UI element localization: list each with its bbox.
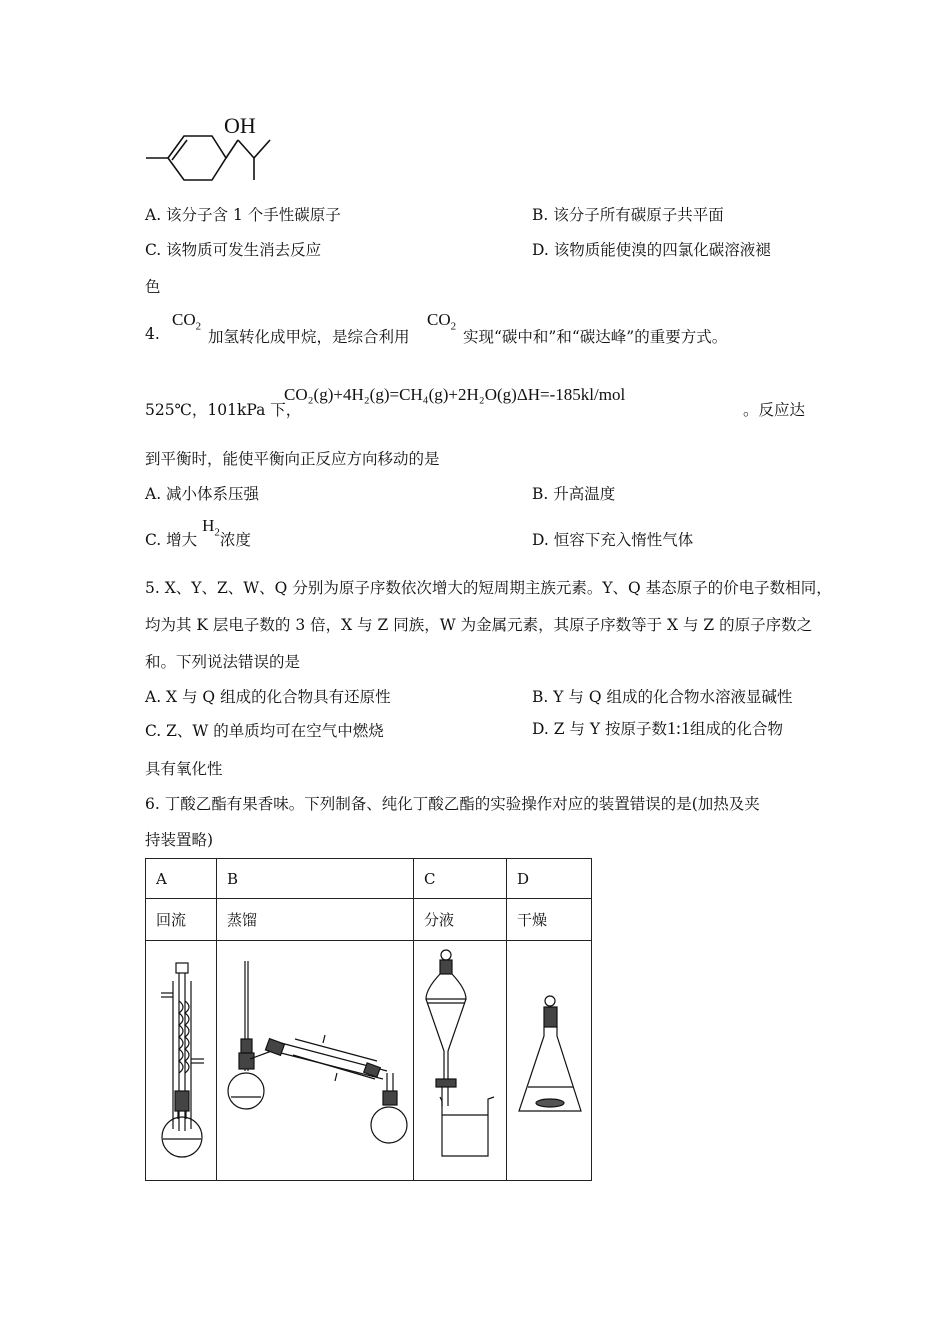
q5-option-c: C. Z、W 的单质均可在空气中燃烧 — [145, 722, 384, 740]
table-op-d: 干燥 — [507, 899, 592, 941]
q3-option-d: D. 该物质能使溴的四氯化碳溶液褪 — [532, 241, 771, 259]
q4-co2-formula-1: $CO_2$ — [172, 310, 202, 333]
q5-option-d: D. Z 与 Y 按原子数1:1组成的化合物 — [532, 718, 784, 738]
q3-option-d-cont: 色 — [145, 278, 161, 296]
table-op-a: 回流 — [146, 899, 217, 941]
q5-line3: 和。下列说法错误的是 — [145, 653, 301, 671]
q4-option-b: B. 升高温度 — [532, 485, 616, 503]
q4-text3: 。反应达 — [743, 401, 806, 419]
q5-line2: 均为其 K 层电子数的 3 倍，X 与 Z 同族，W 为金属元素，其原子序数等于 X 与 Z 的原子序数之 — [145, 616, 813, 634]
q6-line1: 6. 丁酸乙酯有果香味。下列制备、纯化丁酸乙酯的实验操作对应的装置错误的是(加热及夹 — [145, 795, 760, 813]
q6-line2: 持装置略) — [145, 831, 214, 849]
molecule-structure — [140, 110, 280, 195]
q4-option-c: C. 增大 $H_2$浓度 — [145, 516, 251, 549]
q4-option-a: A. 减小体系压强 — [145, 485, 260, 503]
drying-apparatus-cell — [507, 941, 592, 1181]
q4-option-d: D. 恒容下充入惰性气体 — [532, 531, 694, 549]
table-op-c: 分液 — [414, 899, 507, 941]
oh-label: OH — [224, 113, 256, 138]
q4-equation: CO₂(g)+4H₂(g)=CH₄(g)+2H₂O(g)ΔH=-185kl/mol — [284, 385, 626, 404]
q4-text2: 实现“碳中和”和“碳达峰”的重要方式。 — [463, 328, 728, 346]
q5-option-d-cont: 具有氧化性 — [145, 760, 223, 778]
distillation-setup-icon — [217, 941, 413, 1176]
q4-text4: 到平衡时，能使平衡向正反应方向移动的是 — [145, 450, 440, 468]
table-header-a: A — [146, 859, 217, 899]
apparatus-table — [145, 858, 592, 1181]
table-op-b: 蒸馏 — [217, 899, 414, 941]
conical-flask-icon — [507, 941, 591, 1176]
q4-text1: 加氢转化成甲烷，是综合利用 — [208, 328, 410, 346]
separation-apparatus-cell — [414, 941, 507, 1181]
q3-option-b: B. 该分子所有碳原子共平面 — [532, 206, 724, 224]
q5-option-b: B. Y 与 Q 组成的化合物水溶液显碱性 — [532, 688, 793, 706]
separatory-funnel-icon — [414, 941, 506, 1176]
reflux-condenser-icon — [146, 941, 216, 1176]
distillation-apparatus-cell — [217, 941, 414, 1181]
reflux-apparatus-cell — [146, 941, 217, 1181]
q5-option-a: A. X 与 Q 组成的化合物具有还原性 — [145, 688, 391, 706]
q5-line1: 5. X、Y、Z、W、Q 分别为原子序数依次增大的短周期主族元素。Y、Q 基态原子的价电子数相同， — [145, 579, 832, 597]
table-header-d: D — [507, 859, 592, 899]
q3-option-c: C. 该物质可发生消去反应 — [145, 241, 322, 259]
q4-co2-formula-2: $CO_2$ — [427, 310, 457, 333]
q4-condition: 525℃，101kPa 下， — [145, 401, 302, 419]
q3-option-a: A. 该分子含 1 个手性碳原子 — [145, 206, 341, 224]
q4-number: 4. — [145, 325, 160, 343]
table-header-b: B — [217, 859, 414, 899]
table-header-c: C — [414, 859, 507, 899]
